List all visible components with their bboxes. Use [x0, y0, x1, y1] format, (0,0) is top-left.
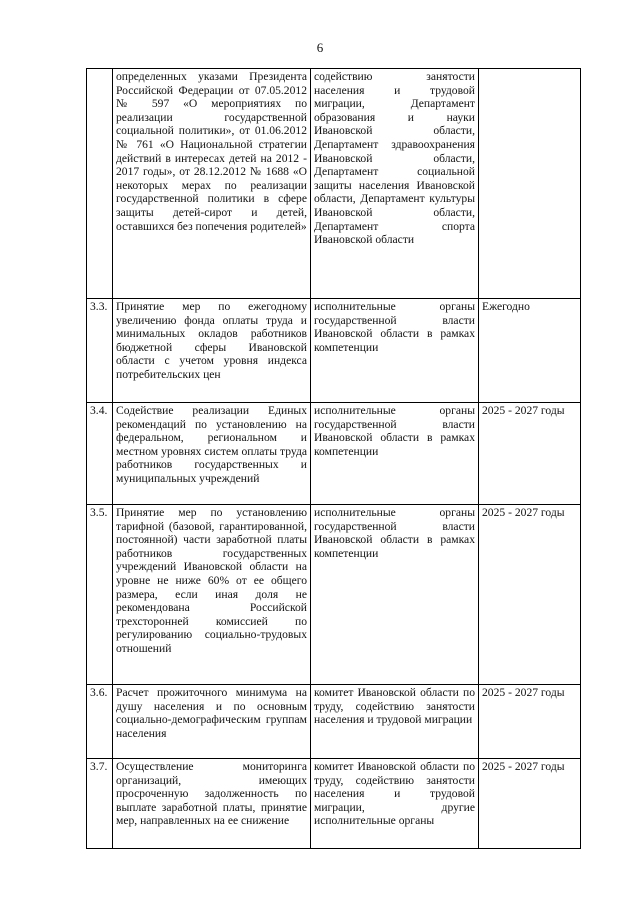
measure-cell: Расчет прожиточного минимума на душу населения и по основным социально-демографическим группам населения [113, 685, 311, 759]
row-number: 3.5. [87, 505, 113, 685]
row-number: 3.3. [87, 299, 113, 403]
table-row [87, 69, 581, 299]
term-cell: Ежегодно [479, 299, 581, 403]
executor-cell: исполнительные органы государственной власти Ивановской области в рамках компетенции [311, 403, 479, 505]
term-cell: 2025 - 2027 годы [479, 759, 581, 849]
executor-cell: исполнительные органы государственной власти Ивановской области в рамках компетенции [311, 505, 479, 685]
page-number: 6 [316, 40, 324, 55]
measures-table [86, 68, 581, 849]
table-row [87, 505, 581, 685]
executor-cell: комитет Ивановской области по труду, содействию занятости населения и трудовой миграции, другие исполнительные органы [311, 759, 479, 849]
measure-cell: Осуществление мониторинга организаций, имеющих просроченную задолженность по выплате заработной платы, принятие мер, направленных на ее снижение [113, 759, 311, 849]
table-row [87, 403, 581, 505]
measure-cell: определенных указами Президента Российской Федерации от 07.05.2012 № 597 «О мероприятиях по реализации государственной социальной политики», от 01.06.2012 № 761 «О Национальной стратегии действий в интересах детей на 2012 - 2017 годы», от 28.12.2012 № 1688 «О некоторых мерах по реализации государственной политики в сфере защиты детей-сирот и детей, оставшихся без попечения родителей» [113, 69, 311, 299]
row-number: 3.4. [87, 403, 113, 505]
term-cell: 2025 - 2027 годы [479, 505, 581, 685]
row-number: 3.7. [87, 759, 113, 849]
table-row [87, 759, 581, 849]
term-cell: 2025 - 2027 годы [479, 685, 581, 759]
executor-cell: исполнительные органы государственной власти Ивановской области в рамках компетенции [311, 299, 479, 403]
executor-cell: содействию занятости населения и трудовой миграции, Департамент образования и науки Ивановской области, Департамент здравоохранения Ивановской области, Департамент социальной защиты населения Ивановской области, Департамент культуры Ивановской области, Департамент спорта Ивановской области [311, 69, 479, 299]
executor-cell: комитет Ивановской области по труду, содействию занятости населения и трудовой миграции [311, 685, 479, 759]
table-row [87, 685, 581, 759]
term-cell: 2025 - 2027 годы [479, 403, 581, 505]
measure-cell: Принятие мер по установлению тарифной (базовой, гарантированной, постоянной) части заработной платы работников государственных учреждений Ивановской области на уровне не ниже 60% от ее общего размера, если иная доля не рекомендована Российской трехсторонней комиссией по регулированию социально-трудовых отношений [113, 505, 311, 685]
measure-cell: Принятие мер по ежегодному увеличению фонда оплаты труда и минимальных окладов работников бюджетной сферы Ивановской области с учетом уровня индекса потребительских цен [113, 299, 311, 403]
term-cell [479, 69, 581, 299]
row-number: 3.6. [87, 685, 113, 759]
table-row [87, 299, 581, 403]
measure-cell: Содействие реализации Единых рекомендаций по установлению на федеральном, региональном и местном уровнях систем оплаты труда работников государственных и муниципальных учреждений [113, 403, 311, 505]
row-number [87, 69, 113, 299]
